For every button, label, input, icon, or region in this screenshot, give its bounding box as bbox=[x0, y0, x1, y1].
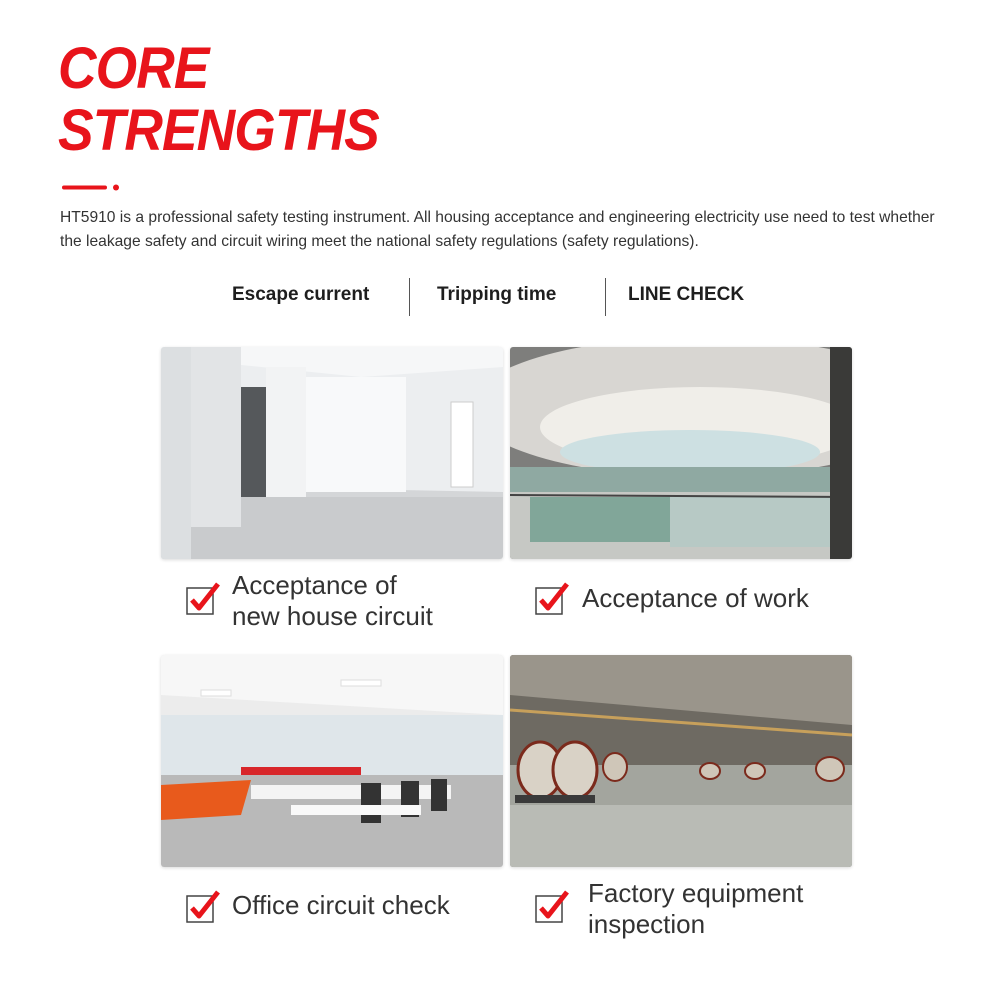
feature-divider bbox=[605, 278, 606, 316]
feature-line-check: LINE CHECK bbox=[628, 284, 745, 305]
title-line-2: STRENGTHS bbox=[58, 98, 379, 163]
caption-line: Acceptance of work bbox=[582, 583, 809, 613]
feature-tripping-time: Tripping time bbox=[437, 284, 557, 305]
photo-factory bbox=[510, 655, 852, 867]
caption-work bbox=[582, 583, 809, 614]
caption-new-house bbox=[232, 570, 433, 632]
feature-escape-current: Escape current bbox=[232, 284, 370, 305]
caption-office bbox=[232, 890, 450, 921]
title-line-1: CORE bbox=[58, 36, 209, 101]
product-description: HT5910 is a professional safety testing instrument. All housing acceptance and engineering electricity use need to test whether the leakage safety and circuit wiring meet the national safety regulations (safety regulations). bbox=[60, 209, 935, 250]
caption-line: inspection bbox=[588, 909, 706, 939]
caption-line: new house circuit bbox=[232, 601, 433, 631]
photo-atrium bbox=[510, 347, 852, 559]
caption-line: Factory equipment bbox=[588, 878, 804, 908]
caption-line: Acceptance of bbox=[232, 570, 397, 600]
page-title bbox=[58, 38, 379, 162]
accent-underline bbox=[62, 184, 132, 192]
checkbox-icon bbox=[534, 580, 570, 616]
photo-office bbox=[161, 655, 503, 867]
caption-line: Office circuit check bbox=[232, 890, 450, 920]
checkbox-icon bbox=[185, 580, 221, 616]
photo-new-house bbox=[161, 347, 503, 559]
checkbox-icon bbox=[185, 888, 221, 924]
feature-divider bbox=[409, 278, 410, 316]
checkbox-icon bbox=[534, 888, 570, 924]
feature-list bbox=[0, 276, 1001, 316]
caption-factory bbox=[588, 878, 803, 940]
